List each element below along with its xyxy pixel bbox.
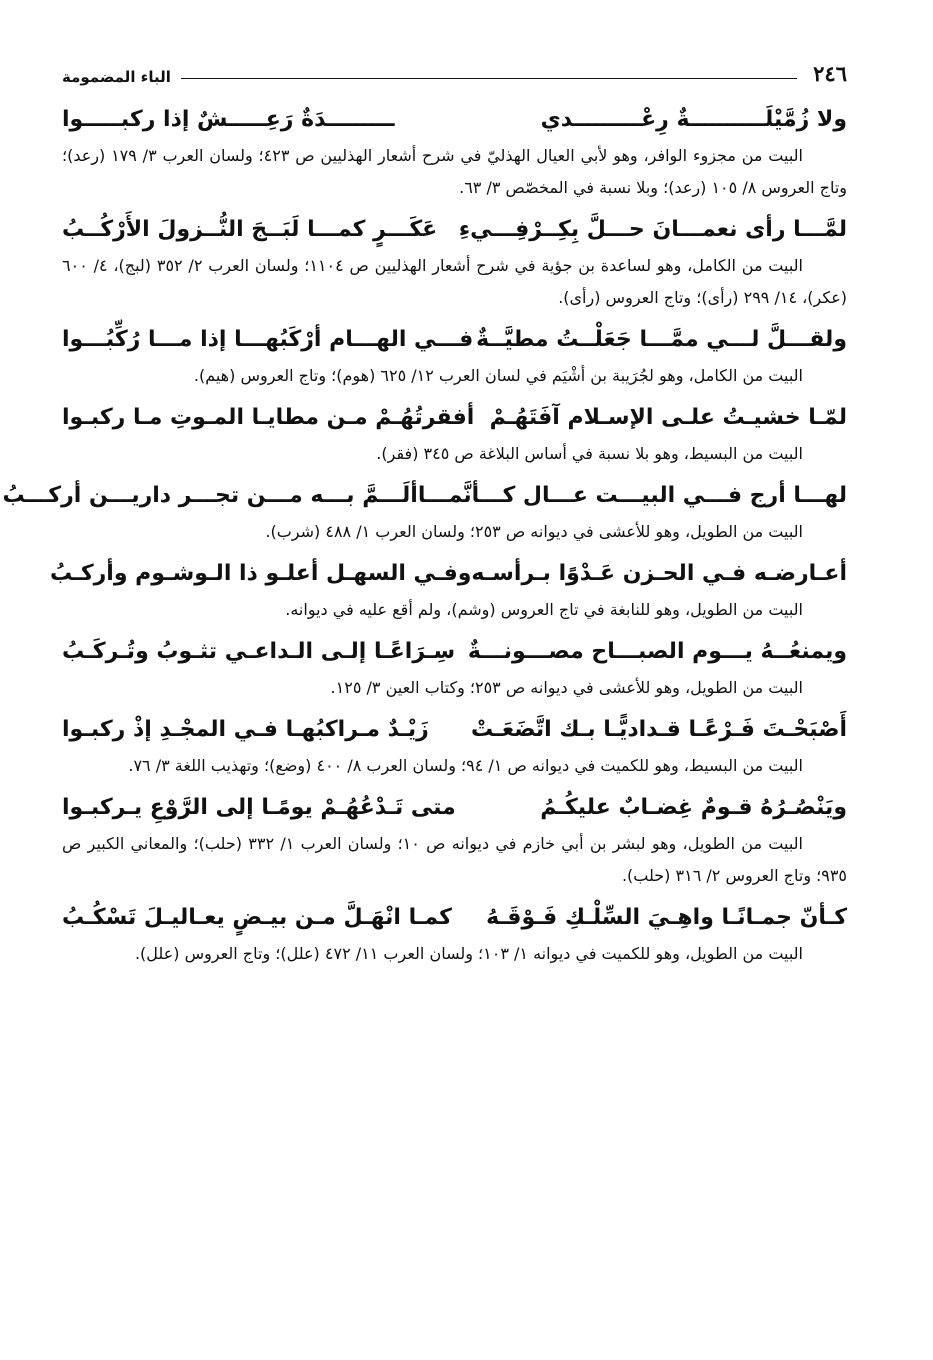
- verse-note: البيت من مجزوء الوافر، وهو لأبي العيال الهذليّ في شرح أشعار الهذليين ص ٤٢٣؛ ولسان العرب ٣/ ١٧٩ (رعد)؛ وتاج العروس ٨/ ١٠٥ (رعد)؛ وبلا نسبة في المخصّص ٣/ ٦٣.: [62, 146, 847, 197]
- verse-entry: [62, 898, 847, 970]
- running-title: الباء المضمومة: [62, 68, 171, 86]
- verse-entry: [62, 210, 847, 314]
- verse-note: البيت من الطويل، وهو للأعشى في ديوانه ص ٢٥٣؛ وكتاب العين ٣/ ١٢٥.: [330, 678, 803, 697]
- verse-line: [62, 320, 847, 360]
- verse-note: البيت من البسيط، وهو للكميت في ديوانه ص ١/ ٩٤؛ ولسان العرب ٨/ ٤٠٠ (وضع)؛ وتهذيب اللغة ٣/ ٧٦.: [128, 756, 803, 775]
- verse-line: [62, 398, 847, 438]
- page-number: ٢٤٦: [813, 61, 847, 86]
- second-hemistich: سِـرَاعًـا إلـى الـداعـي تثـوبُ وتُـركَـبُ: [62, 639, 456, 664]
- verse-note: البيت من الطويل، وهو لبشر بن أبي خازم في ديوانه ص ١٠؛ ولسان العرب ١/ ٣٣٢ (حلب)؛ والمعاني الكبير ص ٩٣٥؛ وتاج العروس ٢/ ٣١٦ (حلب).: [62, 834, 847, 885]
- verse-entry: [62, 320, 847, 392]
- first-hemistich: ولا زُمَّيْلَــــــــــةٌ رِعْـــــــــدي: [540, 107, 847, 132]
- verse-entry: [62, 632, 847, 704]
- first-hemistich: أَصْبَحْـتَ فَـرْعًـا قـداديًّـا بـك اتَّضَعَـتْ: [471, 717, 847, 742]
- first-hemistich: ويمنعُــهُ يـــوم الصبـــاح مصـــونـــةٌ: [467, 639, 847, 664]
- verse-note: البيت من الطويل، وهو للنابغة في تاج العروس (وشم)، ولم أقع عليه في ديوانه.: [285, 600, 803, 619]
- verse-line: [62, 632, 847, 672]
- second-hemistich: فـــي الهـــام أرْكَبُهـــا إذا مـــا رُكِّبُـــوا: [62, 327, 474, 352]
- first-hemistich: أعـارضـه فـي الحـزن عَـدْوًا بـرأسـه: [471, 561, 847, 586]
- verse-line: [62, 210, 847, 250]
- verse-entry: [62, 710, 847, 782]
- second-hemistich: ألَـــمَّ بـــه مـــن تجـــر داريـــن أركـــبُ: [2, 483, 418, 508]
- first-hemistich: لمّـا خشيـتُ علـى الإسـلام آفَتَهُـمْ: [489, 405, 847, 430]
- page-header: [62, 52, 847, 86]
- second-hemistich: متى تَـدْعُهُـمْ يومًـا إلى الرَّوْعِ يـركبـوا: [62, 795, 456, 820]
- second-hemistich: وفـي السهـل أعلـو ذا الـوشـوم وأركـبُ: [50, 561, 472, 586]
- verse-note: البيت من الطويل، وهو للأعشى في ديوانه ص ٢٥٣؛ ولسان العرب ١/ ٤٨٨ (شرب).: [265, 522, 803, 541]
- verse-entry: [2, 476, 847, 548]
- second-hemistich: أفقرتُهُـمْ مـن مطايـا المـوتِ مـا ركبـوا: [62, 405, 475, 430]
- verse-line: [62, 788, 847, 828]
- first-hemistich: ويَنْصُـرُهُ قـومٌ غِضـابٌ عليكُـمُ: [540, 795, 847, 820]
- header-rule: [181, 78, 797, 79]
- first-hemistich: لمَّـــا رأى نعمـــانَ حـــلَّ بِكِــرْفِـــيءِ: [458, 217, 847, 242]
- verse-entry: [62, 788, 847, 892]
- verse-note: البيت من الطويل، وهو للكميت في ديوانه ١/ ١٠٣؛ ولسان العرب ١١/ ٤٧٢ (علل)؛ وتاج العروس (علل).: [134, 944, 803, 963]
- verse-entry: [62, 100, 847, 204]
- second-hemistich: ـــــــــدَةٌ رَعِـــــشٌ إذا ركبـــــوا: [62, 107, 395, 132]
- second-hemistich: عَكَـــرٍ كمـــا لَبَــجَ النُّــزولَ الأَرْكُــبُ: [62, 217, 438, 242]
- verse-note: البيت من الكامل، وهو لجُرَيبة بن أشْيَم في لسان العرب ١٢/ ٦٢٥ (هوم)؛ وتاج العروس (هيم).: [193, 366, 803, 385]
- verse-line: [62, 100, 847, 140]
- first-hemistich: كـأنّ جمـانًـا واهِـيَ السِّلْـكِ فَـوْقَـهُ: [486, 905, 847, 930]
- verse-entry: [50, 554, 847, 626]
- verse-line: [62, 898, 847, 938]
- first-hemistich: لهـــا أرج فـــي البيـــت عـــال كـــأنَّمـــا: [417, 483, 847, 508]
- verse-line: [62, 710, 847, 750]
- second-hemistich: كمـا انْهَـلَّ مـن بيـضٍ يعـاليـلَ تَسْكُـبُ: [62, 905, 452, 930]
- verse-line: [2, 476, 847, 516]
- second-hemistich: زَيْـدٌ مـراكبُهـا فـي المجْـدِ إذْ ركبـوا: [62, 717, 429, 742]
- verse-line: [50, 554, 847, 594]
- verse-note: البيت من البسيط، وهو بلا نسبة في أساس البلاغة ص ٣٤٥ (فقر).: [376, 444, 803, 463]
- first-hemistich: ولقـــلَّ لـــي ممَّـــا جَعَلْــتُ مطيَّــةٌ: [476, 327, 847, 352]
- verse-entry: [62, 398, 847, 470]
- verse-note: البيت من الكامل، وهو لساعدة بن جؤية في شرح أشعار الهذليين ص ١١٠٤؛ ولسان العرب ٢/ ٣٥٢ (لبج)، ٤/ ٦٠٠ (عكر)، ١٤/ ٢٩٩ (رأى)؛ وتاج العروس (رأى).: [62, 256, 847, 307]
